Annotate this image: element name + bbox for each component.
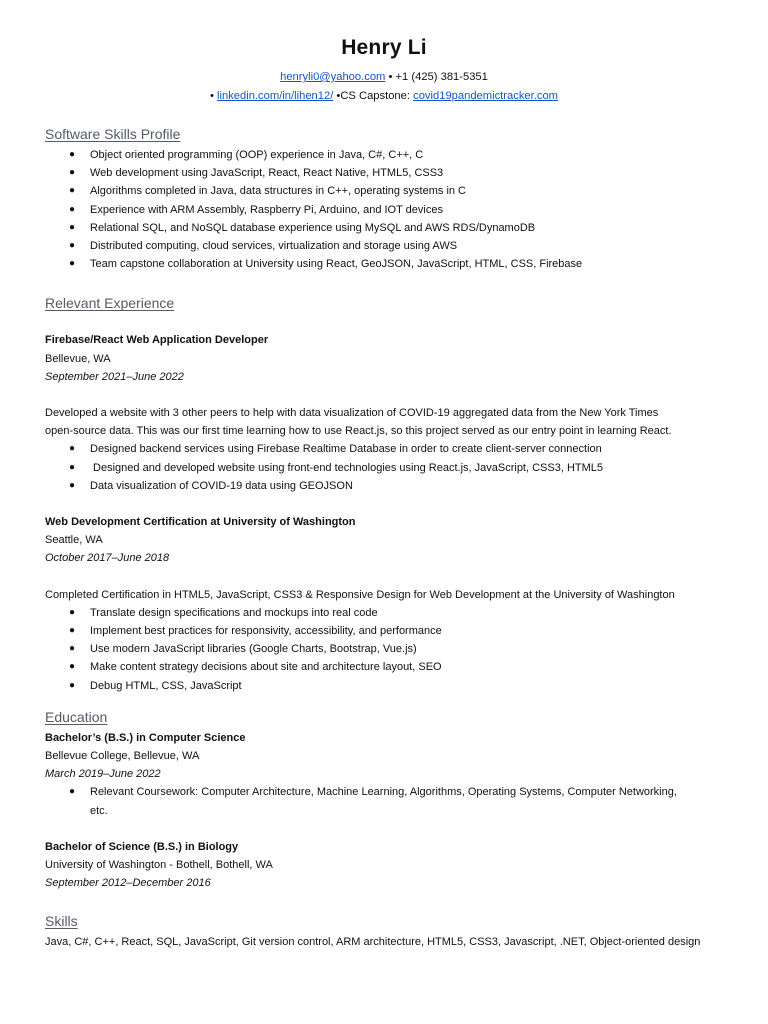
- skills-text: Java, C#, C++, React, SQL, JavaScript, Git version control, ARM architecture, HTML5, CSS3, Javascript, .NET, Object-oriented design: [45, 935, 701, 948]
- bullet-icon: ●: [69, 606, 76, 618]
- phone-text: • +1 (425) 381-5351: [385, 71, 488, 83]
- degree-school: Bellevue College, Bellevue, WA: [45, 750, 200, 763]
- job-dates: October 2017–June 2018: [45, 552, 170, 565]
- job-location: Seattle, WA: [45, 534, 103, 547]
- list-item: ● Relational SQL, and NoSQL database experience using MySQL and AWS RDS/DynamoDB: [45, 219, 723, 237]
- list-item: ● Make content strategy decisions about site and architecture layout, SEO: [45, 658, 723, 676]
- list-item: ● Implement best practices for responsivity, accessibility, and performance: [45, 622, 723, 640]
- job-role: Firebase/React Web Application Developer: [45, 334, 269, 347]
- linkedin-link[interactable]: linkedin.com/in/lihen12/: [217, 90, 334, 102]
- bullet-icon: ●: [69, 443, 76, 455]
- degree-entry-1: [45, 729, 723, 820]
- degree-entry-2: [45, 838, 723, 893]
- capstone-link[interactable]: covid19pandemictracker.com: [413, 90, 558, 102]
- job-description: Completed Certification in HTML5, JavaScript, CSS3 & Responsive Design for Web Development at the University of Washington: [45, 588, 675, 601]
- job-entry-2: [45, 513, 723, 695]
- section-title-experience: Relevant Experience: [45, 295, 175, 312]
- contact-line-1: [45, 68, 723, 87]
- job-bullets: [45, 440, 723, 495]
- list-item: ● Use modern JavaScript libraries (Google Charts, Bootstrap, Vue.js): [45, 640, 723, 658]
- job-bullets: [45, 604, 723, 695]
- bullet-icon: ●: [69, 786, 76, 798]
- bullet-icon: ●: [69, 643, 76, 655]
- bullet-icon: ●: [69, 203, 76, 215]
- job-dates: September 2021–June 2022: [45, 370, 184, 383]
- bullet-icon: ●: [69, 479, 76, 491]
- bullet-icon: ●: [69, 185, 76, 197]
- bullet-icon: ●: [69, 149, 76, 160]
- list-item: ● Relevant Coursework: Computer Architecture, Machine Learning, Algorithms, Operating Systems, Computer Networking, etc.: [45, 783, 723, 819]
- bullet-icon: ●: [69, 240, 76, 252]
- degree-dates: September 2012–December 2016: [45, 877, 211, 890]
- capstone-label: •CS Capstone:: [333, 90, 414, 102]
- list-item: ● Data visualization of COVID-19 data using GEOJSON: [45, 477, 723, 495]
- list-item: ● Debug HTML, CSS, JavaScript: [45, 677, 723, 695]
- list-item: ● Experience with ARM Assembly, Raspberry Pi, Arduino, and IOT devices: [45, 201, 723, 219]
- degree-dates: March 2019–June 2022: [45, 768, 161, 781]
- bullet-icon: ●: [69, 167, 76, 179]
- bullet-icon: ●: [69, 625, 76, 637]
- software-skills-list: [45, 146, 723, 273]
- bullet-prefix: •: [209, 90, 218, 102]
- bullet-icon: ●: [69, 221, 76, 233]
- job-description-cont: open-source data. This was our first time learning how to use React.js, so this project served as our entry point in learning React.: [45, 425, 672, 438]
- list-item: ● Object oriented programming (OOP) experience in Java, C#, C++, C: [45, 146, 723, 164]
- candidate-name: Henry Li: [341, 36, 427, 59]
- contact-line-2: [45, 87, 723, 106]
- degree-title: Bachelor of Science (B.S.) in Biology: [45, 840, 239, 853]
- degree-title: Bachelor’s (B.S.) in Computer Science: [45, 731, 246, 744]
- job-entry-1: [45, 331, 723, 495]
- bullet-icon: ●: [69, 461, 76, 473]
- list-item: ● Designed backend services using Firebase Realtime Database in order to create client-server connection: [45, 440, 723, 458]
- list-item: ● Team capstone collaboration at University using React, GeoJSON, JavaScript, HTML, CSS, Firebase: [45, 255, 723, 273]
- bullet-icon: ●: [69, 661, 76, 673]
- list-item: ● Translate design specifications and mockups into real code: [45, 604, 723, 622]
- bullet-icon: ●: [69, 679, 76, 691]
- job-location: Bellevue, WA: [45, 352, 111, 365]
- list-item: ● Algorithms completed in Java, data structures in C++, operating systems in C: [45, 182, 723, 200]
- list-item: ● Web development using JavaScript, React, React Native, HTML5, CSS3: [45, 164, 723, 182]
- list-item: ● Distributed computing, cloud services, virtualization and storage using AWS: [45, 237, 723, 255]
- degree-school: University of Washington - Bothell, Bothell, WA: [45, 859, 273, 872]
- job-role: Web Development Certification at University of Washington: [45, 516, 356, 529]
- section-title-education: Education: [45, 708, 108, 725]
- section-title-software-skills: Software Skills Profile: [45, 126, 181, 142]
- bullet-icon: ●: [69, 258, 76, 270]
- list-item: ● Designed and developed website using front-end technologies using React.js, JavaScript, CSS3, HTML5: [45, 459, 723, 477]
- section-title-skills: Skills: [45, 912, 78, 929]
- degree-bullets: [45, 783, 723, 819]
- email-link[interactable]: henryli0@yahoo.com: [280, 71, 386, 83]
- job-description: Developed a website with 3 other peers to help with data visualization of COVID-19 aggregated data from the New York Times: [45, 407, 659, 420]
